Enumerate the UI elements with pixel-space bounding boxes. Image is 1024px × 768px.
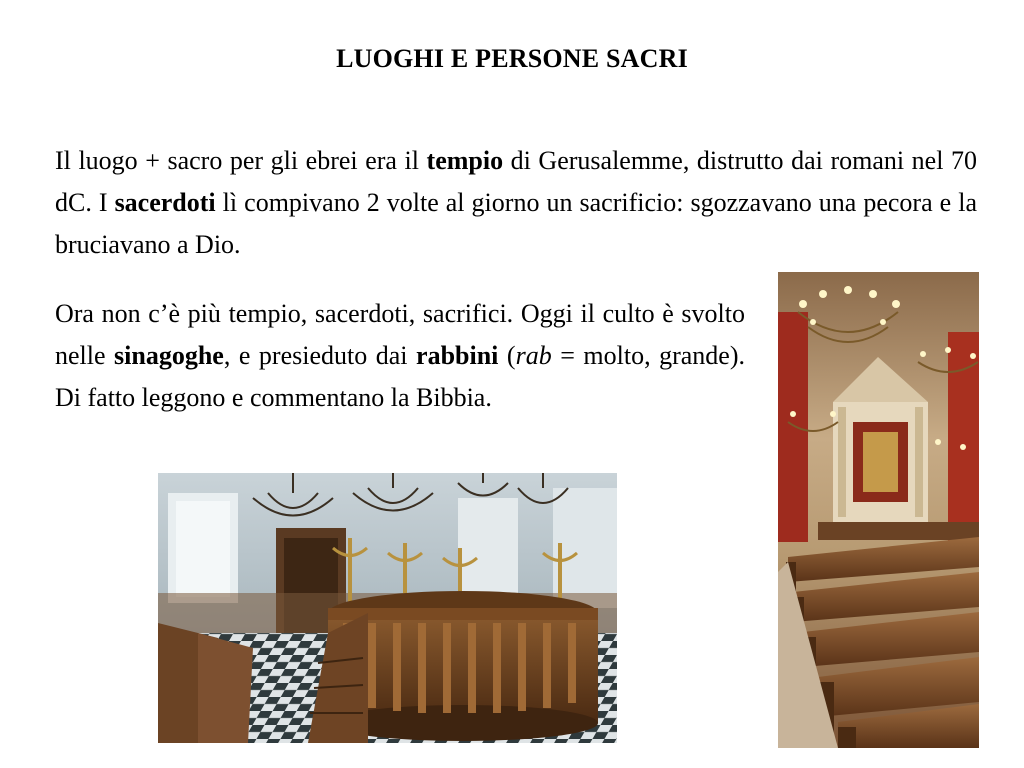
bold-term-rabbini: rabbini <box>416 341 499 370</box>
text-run: = molto, grande). Di fatto leggono e commentano la Bibbia. <box>55 341 745 412</box>
synagogue-pews-photo <box>778 272 979 748</box>
text-run: lì compivano 2 volte al giorno un sacrificio: sgozzavano una pecora e la bruciavano a Dio. <box>55 188 977 259</box>
paragraph-temple <box>55 140 977 266</box>
bold-term-sacerdoti: sacerdoti <box>114 188 216 217</box>
italic-term-rab: rab <box>515 341 552 370</box>
bold-term-sinagoghe: sinagoghe <box>114 341 224 370</box>
text-run: Ora non c’è più tempio, sacerdoti, sacrifici. Oggi il culto è svolto nelle <box>55 299 745 370</box>
slide-title: LUOGHI E PERSONE SACRI <box>336 44 688 73</box>
text-run: , e presieduto dai <box>223 341 417 370</box>
text-run: di Gerusalemme, distrutto dai romani nel 70 dC. I <box>55 146 978 217</box>
synagogue-bimah-photo <box>158 473 617 743</box>
bold-term-tempio: tempio <box>426 146 504 175</box>
text-run: ( <box>498 341 516 370</box>
text-run: Il luogo + sacro per gli ebrei era il <box>55 146 427 175</box>
paragraph-synagogue <box>55 293 745 419</box>
